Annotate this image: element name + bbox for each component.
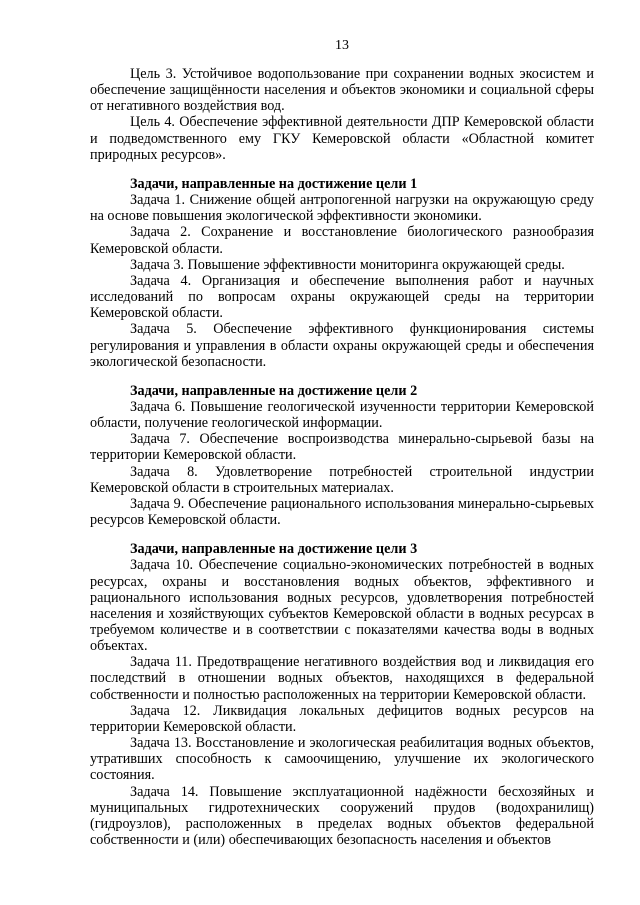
task-10-paragraph: Задача 10. Обеспечение социально-экономических потребностей в водных ресурсах, охраны и восстановления водных объектов, эффективного и рационального использования водных ресурсов, удовлетворения потребностей населения и хозяйствующих субъектов Кемеровской области в водных ресурсах в требуемом количестве и в соответствии с показателями качества воды в водных объектах. — [90, 557, 594, 655]
task-12-paragraph: Задача 12. Ликвидация локальных дефицитов водных ресурсов на территории Кемеровской области. — [90, 702, 594, 735]
goal-4-paragraph: Цель 4. Обеспечение эффективной деятельности ДПР Кемеровской области и подведомственного ему ГКУ Кемеровской области «Областной комитет природных ресурсов». — [90, 114, 594, 163]
task-7-paragraph: Задача 7. Обеспечение воспроизводства минерально-сырьевой базы на территории Кемеровской области. — [90, 431, 594, 464]
task-1-paragraph: Задача 1. Снижение общей антропогенной нагрузки на окружающую среду на основе повышения экологической эффективности экономики. — [90, 192, 594, 225]
task-14-paragraph: Задача 14. Повышение эксплуатационной надёжности бесхозяйных и муниципальных гидротехнических сооружений прудов (водохранилищ) (гидроузлов), расположенных в пределах водных объектов федеральной собственности и (или) обеспечивающих безопасность населения и объектов — [90, 783, 594, 849]
task-11-paragraph: Задача 11. Предотвращение негативного воздействия вод и ликвидация его последствий в отношении водных объектов, находящихся в федеральной собственности и полностью расположенных на территории Кемеровской области. — [90, 654, 594, 703]
task-4-paragraph: Задача 4. Организация и обеспечение выполнения работ и научных исследований по вопросам охраны окружающей среды на территории Кемеровской области. — [90, 272, 594, 322]
task-9-paragraph: Задача 9. Обеспечение рационального использования минерально-сырьевых ресурсов Кемеровской области. — [90, 495, 594, 529]
goal-3-paragraph: Цель 3. Устойчивое водопользование при сохранении водных экосистем и обеспечение защищённости населения и объектов экономики и социальной сферы от негативного воздействия вод. — [90, 66, 594, 115]
page-number: 13 — [335, 38, 349, 53]
task-8-paragraph: Задача 8. Удовлетворение потребностей строительной индустрии Кемеровской области в строительных материалах. — [90, 463, 594, 496]
task-5-paragraph: Задача 5. Обеспечение эффективного функционирования системы регулирования и управления в области охраны окружающей среды и обеспечения экологической безопасности. — [90, 321, 594, 370]
section-heading-goal-1: Задачи, направленные на достижение цели 1 — [130, 175, 418, 192]
section-heading-goal-2: Задачи, направленные на достижение цели 2 — [130, 382, 418, 399]
task-2-paragraph: Задача 2. Сохранение и восстановление биологического разнообразия Кемеровской области. — [90, 224, 594, 257]
task-3-paragraph: Задача 3. Повышение эффективности мониторинга окружающей среды. — [130, 256, 565, 273]
task-13-paragraph: Задача 13. Восстановление и экологическая реабилитация водных объектов, утративших способность к самоочищению, улучшение их экологического состояния. — [90, 735, 594, 784]
task-6-paragraph: Задача 6. Повышение геологической изученности территории Кемеровской области, получение геологической информации. — [90, 398, 594, 432]
section-heading-goal-3: Задачи, направленные на достижение цели 3 — [130, 541, 418, 558]
